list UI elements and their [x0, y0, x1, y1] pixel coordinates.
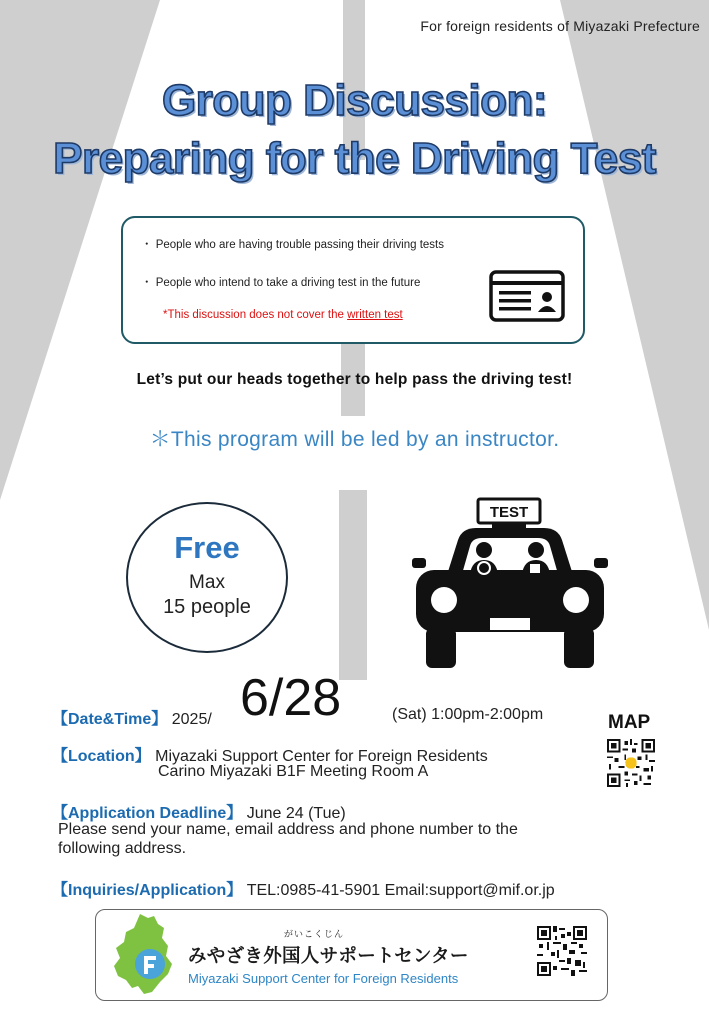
location-label: 【Location】: [52, 748, 151, 765]
event-year: 2025/: [171, 711, 212, 728]
miyazaki-prefecture-logo: [110, 912, 182, 996]
scope-note: [163, 309, 403, 321]
audience-note: For foreign residents of Miyazaki Prefecture: [420, 18, 700, 34]
location-line-1: Miyazaki Support Center for Foreign Residents: [155, 748, 488, 765]
instructor-note: ＊This program will be led by an instructor.: [149, 428, 560, 451]
slogan: Let’s put our heads together to help pass the driving test!: [136, 371, 573, 388]
contact-info[interactable]: TEL:0985-41-5901 Email:support@mif.or.jp: [246, 882, 555, 899]
application-instructions-line-1: Please send your name, email address and phone number to the: [58, 821, 518, 838]
scope-note-text: *This discussion does not cover the: [163, 309, 348, 321]
target-item-2: ・ People who intend to take a driving test in the future: [141, 277, 421, 289]
capacity-label: 15 people: [163, 596, 251, 618]
max-label: Max: [189, 572, 225, 593]
event-time: (Sat) 1:00pm-2:00pm: [392, 706, 544, 723]
map-qr-code[interactable]: [607, 739, 655, 787]
target-audience-box: [121, 216, 585, 344]
deadline-row: [52, 800, 346, 823]
organization-footer: [95, 909, 608, 1001]
test-sign-text: TEST: [489, 504, 529, 521]
free-capacity-badge: [126, 502, 288, 653]
event-date: 6/28: [240, 669, 342, 727]
inquiry-row: [52, 877, 555, 900]
map-label: MAP: [608, 712, 651, 733]
organization-name-english: Miyazaki Support Center for Foreign Residents: [188, 971, 459, 986]
furigana: がいこくじん: [284, 929, 345, 939]
location-line-2: Carino Miyazaki B1F Meeting Room A: [158, 763, 429, 780]
driving-test-car-icon: [412, 496, 608, 672]
title-line-1: Group Discussion:: [161, 76, 548, 125]
organization-name-japanese: みやざき外国人サポートセンター: [188, 945, 469, 966]
date-time-label: 【Date&Time】: [52, 711, 168, 728]
written-test-underlined: written test: [347, 309, 403, 321]
inquiry-label: 【Inquiries/Application】: [52, 882, 243, 899]
date-time-row: [52, 706, 212, 729]
road-dash: [339, 490, 367, 680]
free-label: Free: [174, 530, 240, 565]
target-item-1: ・ People who are having trouble passing their driving tests: [141, 239, 445, 251]
title-line-2: Preparing for the Driving Test: [53, 134, 656, 183]
application-instructions-line-2: following address.: [58, 840, 187, 857]
deadline-value: June 24 (Tue): [246, 805, 346, 822]
driver-license-icon: [489, 270, 565, 322]
deadline-label: 【Application Deadline】: [52, 805, 243, 822]
organization-qr-code[interactable]: [537, 926, 587, 976]
